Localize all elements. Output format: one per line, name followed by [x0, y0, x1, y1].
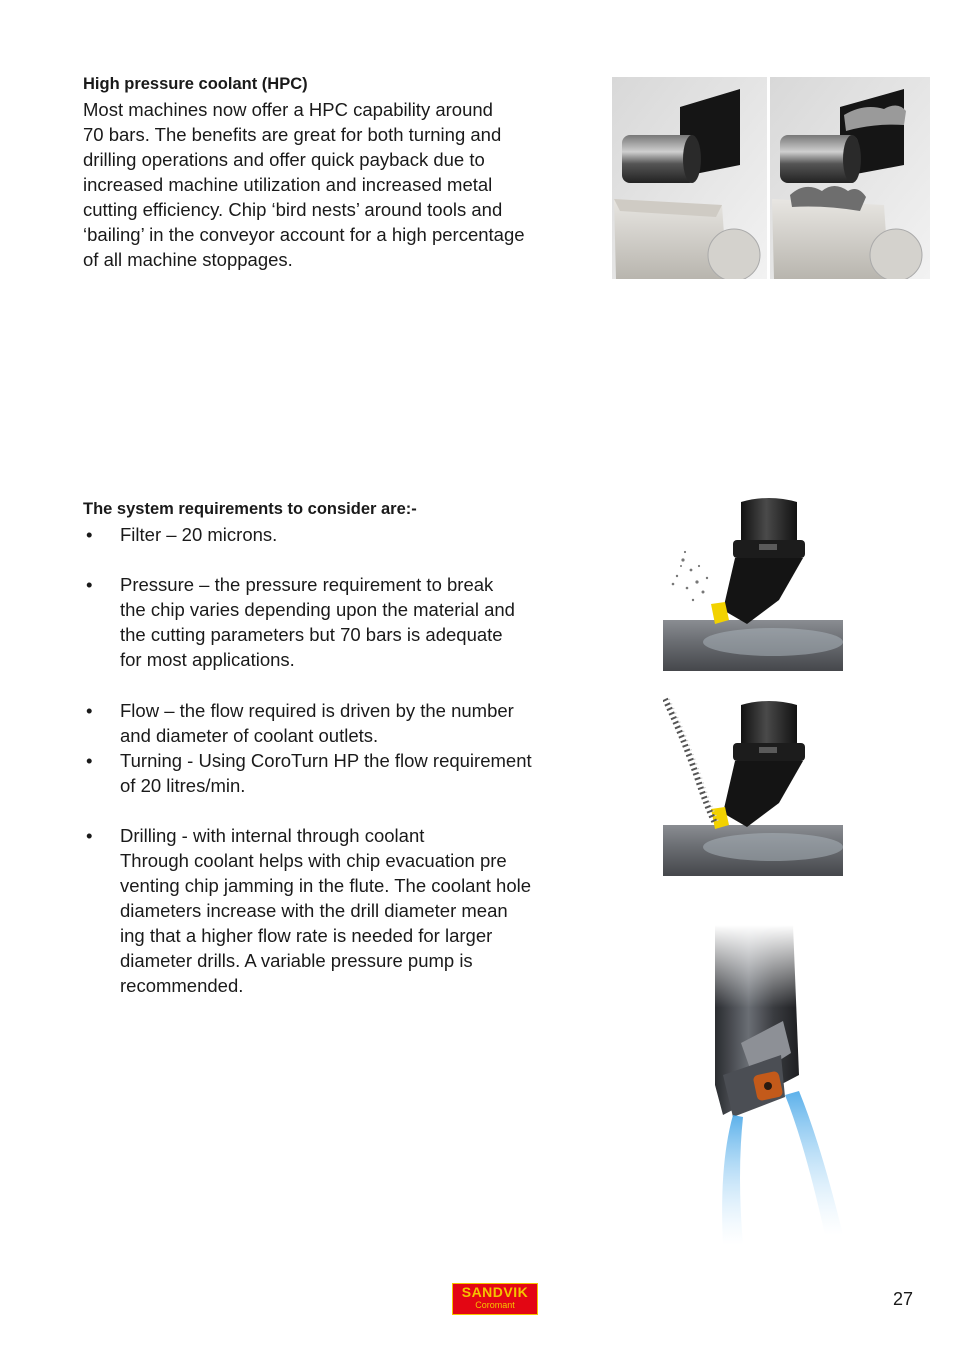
- requirements-heading: The system requirements to consider are:-: [83, 500, 417, 518]
- list-item-line: ing that a higher flow rate is needed for larger: [120, 925, 493, 946]
- bullet-icon: •: [86, 700, 93, 721]
- logo-sub: Coromant: [475, 1300, 515, 1310]
- list-item: [83, 572, 583, 672]
- hpc-section: [83, 72, 583, 272]
- list-item-line: Turning - Using CoroTurn HP the flow requirement: [120, 750, 532, 771]
- hpc-paragraph: [83, 97, 583, 272]
- hpc-line: drilling operations and offer quick payback due to: [83, 149, 485, 170]
- hpc-line: Most machines now offer a HPC capability around: [83, 99, 493, 120]
- requirements-list: [83, 522, 583, 998]
- list-item-line: of 20 litres/min.: [120, 775, 246, 796]
- drill-coolant-photo: [663, 925, 858, 1255]
- list-item-line: Filter – 20 microns.: [120, 524, 278, 545]
- list-item: [83, 698, 583, 748]
- list-item: [83, 748, 583, 798]
- logo-brand: SANDVIK: [461, 1284, 529, 1300]
- hpc-line: increased machine utilization and increased metal: [83, 174, 493, 195]
- list-item-line: and diameter of coolant outlets.: [120, 725, 379, 746]
- list-item-line: Pressure – the pressure requirement to break: [120, 574, 494, 595]
- list-item-line: the cutting parameters but 70 bars is adequate: [120, 624, 503, 645]
- requirements-section: [83, 497, 583, 998]
- hpc-line: of all machine stoppages.: [83, 249, 293, 270]
- bullet-icon: •: [86, 524, 93, 545]
- hpc-line: ‘bailing’ in the conveyor account for a high percentage: [83, 224, 525, 245]
- list-item-line: Through coolant helps with chip evacuation pre: [120, 850, 507, 871]
- turning-tool-chip-photo: [663, 697, 843, 876]
- hpc-line: cutting efficiency. Chip ‘bird nests’ around tools and: [83, 199, 503, 220]
- conveyor-photo: [612, 77, 930, 279]
- bullet-icon: •: [86, 825, 93, 846]
- list-item-line: the chip varies depending upon the material and: [120, 599, 515, 620]
- list-item-line: diameter drills. A variable pressure pump is: [120, 950, 473, 971]
- list-item-line: Drilling - with internal through coolant: [120, 825, 425, 846]
- hpc-heading: High pressure coolant (HPC): [83, 75, 308, 93]
- list-item-line: Flow – the flow required is driven by the number: [120, 700, 514, 721]
- list-item-line: venting chip jamming in the flute. The coolant hole: [120, 875, 532, 896]
- list-item-line: recommended.: [120, 975, 244, 996]
- page-number: 27: [893, 1289, 914, 1309]
- bullet-icon: •: [86, 574, 93, 595]
- bullet-icon: •: [86, 750, 93, 771]
- list-item-line: diameters increase with the drill diameter mean: [120, 900, 508, 921]
- turning-tool-photo: [663, 492, 843, 671]
- hpc-line: 70 bars. The benefits are great for both turning and: [83, 124, 502, 145]
- list-item: [83, 522, 583, 547]
- list-item-line: for most applications.: [120, 649, 295, 670]
- sandvik-logo: [452, 1283, 538, 1315]
- list-item: [83, 823, 583, 998]
